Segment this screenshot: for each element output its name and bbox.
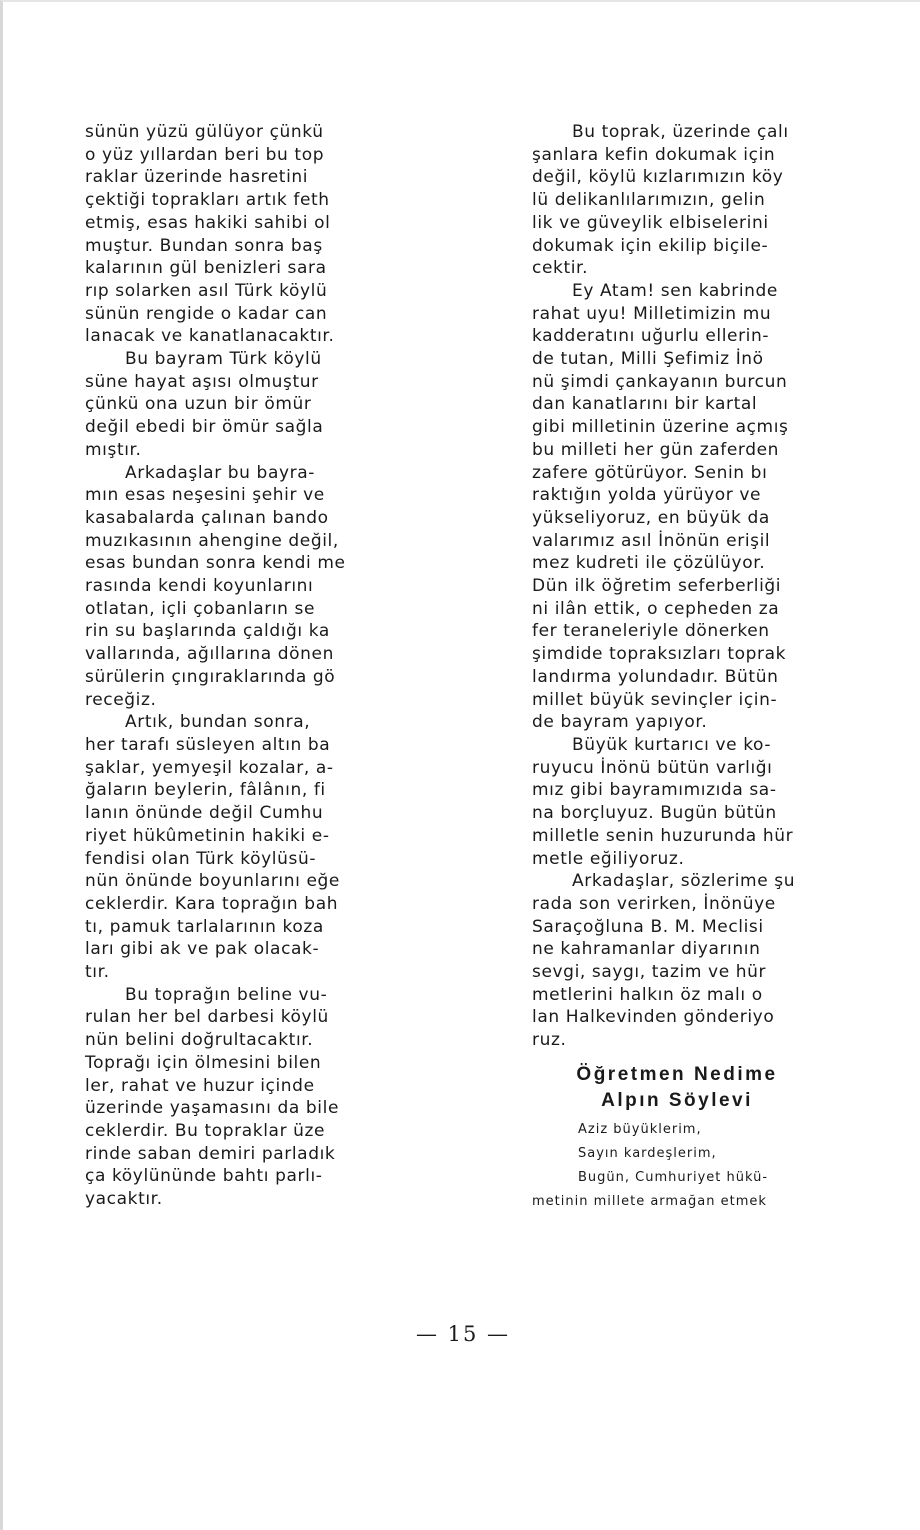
text-line: de tutan, Milli Şefimiz İnö — [532, 349, 764, 370]
text-line: zafere götürüyor. Senin bı — [532, 462, 768, 483]
text-line: raktığın yolda yürüyor ve — [532, 485, 762, 506]
text-line: Bu toprak, üzerinde çalı — [572, 122, 789, 142]
text-line: vallarında, ağıllarına dönen — [85, 644, 334, 665]
text-line: şanlara kefin dokumak için — [532, 144, 776, 165]
text-line: ça köylününde bahtı parlı- — [85, 1166, 323, 1187]
text-line: valarımız asıl İnönün erişil — [532, 530, 771, 551]
text-line: dan kanatlarını bir kartal — [532, 394, 758, 415]
text-line: fer teraneleriyle dönerken — [532, 621, 770, 642]
text-line: na borçluyuz. Bugün bütün — [532, 803, 777, 824]
text-line: lan Halkevinden gönderiyo — [532, 1007, 775, 1028]
text-line: mın esas neşesini şehir ve — [85, 485, 325, 506]
left-column — [85, 121, 346, 1211]
text-line: lanacak ve kanatlanacaktır. — [85, 326, 335, 347]
right-column — [532, 121, 822, 1214]
text-line: lanın önünde değil Cumhu — [85, 803, 324, 824]
text-line: ruz. — [532, 1030, 567, 1051]
right-column-text — [532, 121, 822, 1052]
text-line: Bu toprağın beline vu- — [125, 984, 328, 1005]
text-line: şimdide topraksızları toprak — [532, 644, 787, 665]
text-line: rin su başlarında çaldığı ka — [85, 621, 330, 642]
text-line: ni ilân ettik, o cepheden za — [532, 598, 780, 619]
salutation-line-2: Sayın kardeşlerim, — [578, 1145, 717, 1161]
text-line: tı, pamuk tarlalarının koza — [85, 916, 324, 937]
text-line: cektir. — [532, 258, 589, 279]
text-line: gibi milletinin üzerine açmış — [532, 417, 789, 438]
text-line: kasabalarda çalınan bando — [85, 507, 329, 528]
text-line: o yüz yıllardan beri bu top — [85, 144, 325, 165]
text-line: metlerini halkın öz malı o — [532, 984, 763, 1005]
text-line: milletle senin huzurunda hür — [532, 825, 794, 846]
text-line: ne kahramanlar diyarının — [532, 939, 761, 960]
text-line: fendisi olan Türk köylüsü- — [85, 848, 317, 869]
text-line: otlatan, içli çobanların se — [85, 598, 316, 619]
text-line: mez kudreti ile çözülüyor. — [532, 553, 766, 574]
text-line: çünkü ona uzun bir ömür — [85, 394, 312, 415]
text-line: her tarafı süsleyen altın ba — [85, 734, 331, 755]
text-line: Arkadaşlar, sözlerime şu — [572, 871, 796, 892]
text-line: de bayram yapıyor. — [532, 712, 708, 733]
text-line: üzerinde yaşamasını da bile — [85, 1098, 340, 1119]
text-line: mıştır. — [85, 439, 142, 460]
salutation-line-1: Aziz büyüklerim, — [578, 1121, 702, 1137]
text-line: etmiş, esas hakiki sahibi ol — [85, 212, 331, 233]
text-line: receğiz. — [85, 689, 157, 710]
text-line: ler, rahat ve huzur içinde — [85, 1075, 315, 1096]
text-line: şaklar, yemyeşil kozalar, a- — [85, 757, 334, 778]
text-line: rulan her bel darbesi köylü — [85, 1007, 329, 1028]
text-line: sünün yüzü gülüyor çünkü — [85, 122, 324, 142]
text-line: Ey Atam! sen kabrinde — [572, 280, 778, 301]
speech-start-line-2: metinin millete armağan etmek — [532, 1193, 767, 1209]
text-line: rahat uyu! Milletimizin mu — [532, 303, 772, 324]
text-line: yükseliyoruz, en büyük da — [532, 507, 770, 528]
text-line: muştur. Bundan sonra baş — [85, 235, 323, 256]
text-line: Toprağı için ölmesini bilen — [85, 1052, 322, 1073]
text-line: kadderatını uğurlu ellerin- — [532, 326, 770, 347]
text-line: çektiği toprakları artık feth — [85, 190, 330, 211]
text-line: ruyucu İnönü bütün varlığı — [532, 757, 773, 778]
text-line: Bu bayram Türk köylü — [125, 349, 322, 370]
text-line: sevgi, saygı, tazim ve hür — [532, 962, 767, 983]
text-line: Artık, bundan sonra, — [125, 712, 311, 733]
text-line: dokumak için ekilip biçile- — [532, 235, 769, 256]
text-line: esas bundan sonra kendi me — [85, 553, 346, 574]
speech-heading-line-1: Öğretmen Nedime — [576, 1063, 778, 1085]
text-line: metle eğiliyoruz. — [532, 848, 685, 869]
text-line: ları gibi ak ve pak olacak- — [85, 939, 320, 960]
text-line: ceklerdir. Kara toprağın bah — [85, 893, 339, 914]
text-line: Saraçoğluna B. M. Meclisi — [532, 916, 764, 937]
text-line: kalarının gül benizleri sara — [85, 258, 327, 279]
text-line: lik ve güveylik elbiselerini — [532, 212, 769, 233]
text-line: muzıkasının ahengine değil, — [85, 530, 339, 551]
text-line: Arkadaşlar bu bayra- — [125, 462, 315, 483]
text-line: Büyük kurtarıcı ve ko- — [572, 734, 772, 755]
text-line: raklar üzerinde hasretini — [85, 167, 309, 188]
text-line: değil, köylü kızlarımızın köy — [532, 167, 784, 188]
text-line: tır. — [85, 962, 110, 983]
text-line: rada son verirken, İnönüye — [532, 893, 776, 914]
text-line: ceklerdir. Bu topraklar üze — [85, 1120, 326, 1141]
text-line: rasında kendi koyunlarını — [85, 576, 314, 597]
speech-start-line-1: Bugün, Cumhuriyet hükü- — [578, 1169, 769, 1185]
text-line: değil ebedi bir ömür sağla — [85, 417, 324, 438]
text-line: yacaktır. — [85, 1189, 163, 1210]
text-line: landırma yolundadır. Bütün — [532, 666, 779, 687]
text-line: millet büyük sevinçler için- — [532, 689, 778, 710]
speech-heading-line-2: Alpın Söylevi — [601, 1089, 753, 1111]
text-line: bu milleti her gün zaferden — [532, 439, 780, 460]
text-line: mız gibi bayramımızıda sa- — [532, 780, 777, 801]
text-line: rinde saban demiri parladık — [85, 1143, 336, 1164]
page-number: — 15 — — [415, 1322, 511, 1346]
text-line: nün belini doğrultacaktır. — [85, 1030, 314, 1051]
text-line: lü delikanlılarımızın, gelin — [532, 190, 766, 211]
text-line: nün önünde boyunlarını eğe — [85, 871, 340, 892]
text-line: Dün ilk öğretim seferberliği — [532, 576, 782, 597]
text-line: sürülerin çıngıraklarında gö — [85, 666, 336, 687]
text-line: riyet hükûmetinin hakiki e- — [85, 825, 330, 846]
text-line: nü şimdi çankayanın burcun — [532, 371, 788, 392]
text-line: süne hayat aşısı olmuştur — [85, 371, 319, 392]
text-line: ğaların beylerin, fâlânın, fi — [85, 780, 326, 801]
text-line: rıp solarken asıl Türk köylü — [85, 280, 328, 301]
text-line: sünün rengide o kadar can — [85, 303, 328, 324]
